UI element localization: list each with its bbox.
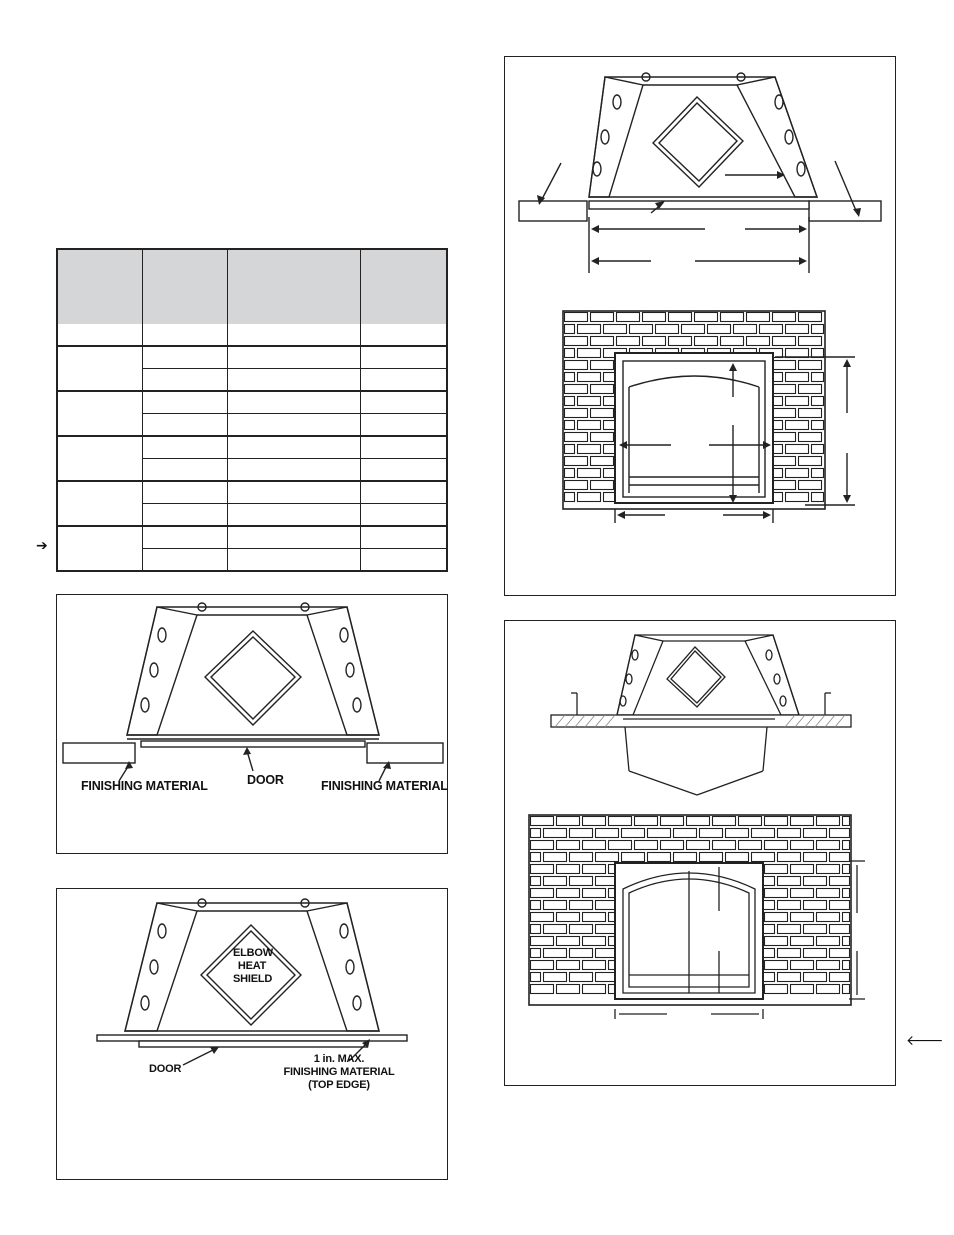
brick	[773, 337, 796, 346]
brick	[713, 841, 736, 850]
brick	[791, 889, 814, 898]
brick	[643, 337, 666, 346]
brick	[843, 913, 850, 922]
brick	[617, 313, 640, 322]
brick	[635, 817, 658, 826]
figure-elbow-install	[56, 888, 448, 1180]
brick	[570, 901, 593, 910]
brick	[778, 925, 801, 934]
brick	[786, 445, 809, 454]
brick	[656, 325, 679, 334]
brick	[843, 937, 850, 946]
row-marker-arrow-icon: ➔	[36, 538, 48, 554]
brick	[747, 337, 770, 346]
figure-arched-door	[504, 620, 896, 1086]
brick	[565, 421, 575, 430]
brick	[765, 913, 788, 922]
brick	[565, 457, 588, 466]
brick	[578, 469, 601, 478]
brick	[531, 925, 541, 934]
brick	[674, 829, 697, 838]
brick	[591, 337, 614, 346]
brick	[557, 817, 580, 826]
brick	[544, 829, 567, 838]
brick	[565, 493, 575, 502]
brick	[765, 985, 788, 994]
brick	[687, 817, 710, 826]
brick	[817, 913, 840, 922]
brick	[661, 841, 684, 850]
brick	[786, 349, 809, 358]
brick	[786, 373, 809, 382]
brick	[765, 865, 788, 874]
brick	[609, 817, 632, 826]
finishing-label-line3: (TOP EDGE)	[308, 1079, 370, 1091]
brick	[583, 889, 606, 898]
brick	[591, 313, 614, 322]
brick	[570, 973, 593, 982]
brick	[773, 313, 796, 322]
brick	[778, 973, 801, 982]
brick	[799, 385, 822, 394]
brick	[721, 337, 744, 346]
brick	[565, 397, 575, 406]
brick	[565, 469, 575, 478]
brick	[687, 841, 710, 850]
brick	[726, 853, 749, 862]
table-row	[57, 481, 447, 504]
brick	[695, 337, 718, 346]
brick	[531, 913, 554, 922]
brick	[804, 829, 827, 838]
brick	[773, 361, 796, 370]
table-row	[57, 526, 447, 549]
brick	[843, 817, 850, 826]
brick	[544, 877, 567, 886]
brick	[747, 313, 770, 322]
brick	[739, 817, 762, 826]
brick	[817, 865, 840, 874]
brick	[565, 433, 588, 442]
fireplace-arched-door-diagram-icon	[505, 621, 897, 1087]
table-row	[57, 391, 447, 414]
brick	[583, 961, 606, 970]
fireplace-top-view-icon	[57, 595, 449, 855]
brick	[708, 325, 731, 334]
brick	[565, 313, 588, 322]
brick	[648, 853, 671, 862]
brick	[799, 409, 822, 418]
brick	[786, 325, 809, 334]
brick	[817, 889, 840, 898]
fireplace-elbow-view-icon	[57, 889, 449, 1181]
brick	[591, 481, 614, 490]
brick	[578, 349, 601, 358]
brick	[544, 949, 567, 958]
brick	[578, 373, 601, 382]
brick	[565, 409, 588, 418]
brick	[830, 877, 850, 886]
brick	[578, 325, 601, 334]
brick	[557, 865, 580, 874]
brick	[565, 361, 588, 370]
figure-flush-install	[56, 594, 448, 854]
brick	[565, 445, 575, 454]
brick	[739, 841, 762, 850]
brick	[578, 445, 601, 454]
brick	[830, 925, 850, 934]
brick	[565, 481, 588, 490]
brick	[531, 841, 554, 850]
brick	[843, 961, 850, 970]
brick	[531, 865, 554, 874]
brick	[799, 433, 822, 442]
brick	[804, 925, 827, 934]
brick	[565, 373, 575, 382]
brick	[570, 829, 593, 838]
brick	[773, 481, 796, 490]
table-header-cell	[143, 249, 228, 324]
brick	[791, 913, 814, 922]
brick	[622, 829, 645, 838]
brick	[804, 949, 827, 958]
brick	[695, 313, 718, 322]
brick	[817, 817, 840, 826]
brick	[565, 325, 575, 334]
brick	[596, 853, 619, 862]
brick	[812, 493, 824, 502]
brick	[531, 853, 541, 862]
brick	[531, 937, 554, 946]
finishing-material-left-label: FINISHING MATERIAL	[81, 779, 208, 793]
brick	[591, 385, 614, 394]
table-header-cell	[228, 249, 361, 324]
brick	[773, 409, 796, 418]
brick	[817, 937, 840, 946]
brick	[622, 853, 645, 862]
brick	[817, 841, 840, 850]
brick	[700, 829, 723, 838]
brick	[531, 961, 554, 970]
brick	[799, 337, 822, 346]
brick	[778, 853, 801, 862]
brick	[721, 313, 744, 322]
shield-label-line3: SHIELD	[233, 973, 273, 985]
brick	[804, 973, 827, 982]
brick	[596, 829, 619, 838]
brick	[812, 397, 824, 406]
brick	[544, 901, 567, 910]
brick	[531, 889, 554, 898]
brick	[604, 325, 627, 334]
brick	[591, 433, 614, 442]
brick	[544, 973, 567, 982]
brick	[583, 985, 606, 994]
finishing-label-line1: 1 in. MAX.	[313, 1053, 365, 1065]
brick	[843, 985, 850, 994]
brick	[817, 961, 840, 970]
brick	[565, 385, 588, 394]
brick	[773, 385, 796, 394]
brick	[609, 841, 632, 850]
brick	[544, 853, 567, 862]
brick	[778, 901, 801, 910]
brick	[812, 349, 824, 358]
brick	[765, 889, 788, 898]
brick	[804, 853, 827, 862]
brick	[643, 313, 666, 322]
shield-label-line2: HEAT	[237, 960, 267, 972]
brick	[734, 325, 757, 334]
brick	[669, 313, 692, 322]
brick	[578, 421, 601, 430]
brick	[778, 949, 801, 958]
door-label: DOOR	[247, 773, 284, 787]
brick	[830, 853, 850, 862]
brick	[674, 853, 697, 862]
brick	[591, 457, 614, 466]
brick	[583, 937, 606, 946]
brick	[583, 817, 606, 826]
brick	[726, 829, 749, 838]
brick	[843, 865, 850, 874]
brick	[531, 877, 541, 886]
brick	[565, 349, 575, 358]
brick	[791, 865, 814, 874]
brick	[557, 841, 580, 850]
brick	[791, 841, 814, 850]
brick	[752, 829, 775, 838]
brick	[591, 409, 614, 418]
brick	[557, 889, 580, 898]
brick	[812, 445, 824, 454]
brick	[786, 397, 809, 406]
brick	[791, 961, 814, 970]
brick	[812, 373, 824, 382]
brick	[799, 361, 822, 370]
brick	[778, 829, 801, 838]
brick	[557, 961, 580, 970]
brick	[531, 949, 541, 958]
brick	[786, 493, 809, 502]
brick	[765, 961, 788, 970]
brick	[583, 913, 606, 922]
brick	[799, 313, 822, 322]
brick	[812, 421, 824, 430]
shield-label-line1: ELBOW	[233, 947, 273, 959]
brick	[799, 457, 822, 466]
brick	[661, 817, 684, 826]
brick	[578, 493, 601, 502]
brick	[830, 973, 850, 982]
brick	[773, 433, 796, 442]
figure-marker-arrow-icon: 🡐	[906, 1033, 944, 1049]
table-row	[57, 324, 447, 346]
brick	[843, 841, 850, 850]
brick	[531, 829, 541, 838]
brick	[817, 985, 840, 994]
brick	[570, 853, 593, 862]
brick	[812, 325, 824, 334]
brick	[843, 889, 850, 898]
brick	[812, 469, 824, 478]
brick	[583, 865, 606, 874]
table-row	[57, 346, 447, 369]
brick	[570, 925, 593, 934]
brick	[531, 901, 541, 910]
brick	[799, 481, 822, 490]
brick	[760, 325, 783, 334]
brick	[778, 877, 801, 886]
brick	[583, 841, 606, 850]
brick	[557, 937, 580, 946]
table-row	[57, 436, 447, 459]
finishing-label-line2: FINISHING MATERIAL	[283, 1066, 395, 1078]
brick	[591, 361, 614, 370]
brick	[570, 877, 593, 886]
brick	[700, 853, 723, 862]
table-header-cell	[361, 249, 448, 324]
brick	[617, 337, 640, 346]
table-header-cell	[57, 249, 143, 324]
brick	[669, 337, 692, 346]
figure-opening-dimensions	[504, 56, 896, 596]
brick	[786, 469, 809, 478]
brick	[765, 841, 788, 850]
brick	[531, 973, 541, 982]
brick	[773, 457, 796, 466]
brick	[635, 841, 658, 850]
brick	[791, 985, 814, 994]
clearance-table	[56, 248, 448, 572]
brick	[713, 817, 736, 826]
brick	[804, 877, 827, 886]
table-header-row	[57, 249, 447, 324]
brick	[804, 901, 827, 910]
finishing-material-right-label: FINISHING MATERIAL	[321, 779, 448, 793]
brick	[791, 937, 814, 946]
brick	[578, 397, 601, 406]
brick	[752, 853, 775, 862]
brick	[648, 829, 671, 838]
brick	[570, 949, 593, 958]
brick	[786, 421, 809, 430]
brick	[531, 985, 554, 994]
brick	[830, 829, 850, 838]
brick	[682, 325, 705, 334]
brick	[557, 913, 580, 922]
brick	[565, 337, 588, 346]
fireplace-dimension-diagram-icon	[505, 57, 897, 597]
brick	[830, 949, 850, 958]
door-label: DOOR	[149, 1063, 182, 1075]
brick	[531, 817, 554, 826]
brick	[544, 925, 567, 934]
brick	[765, 937, 788, 946]
brick	[765, 817, 788, 826]
brick	[791, 817, 814, 826]
brick	[830, 901, 850, 910]
brick	[630, 325, 653, 334]
brick	[557, 985, 580, 994]
